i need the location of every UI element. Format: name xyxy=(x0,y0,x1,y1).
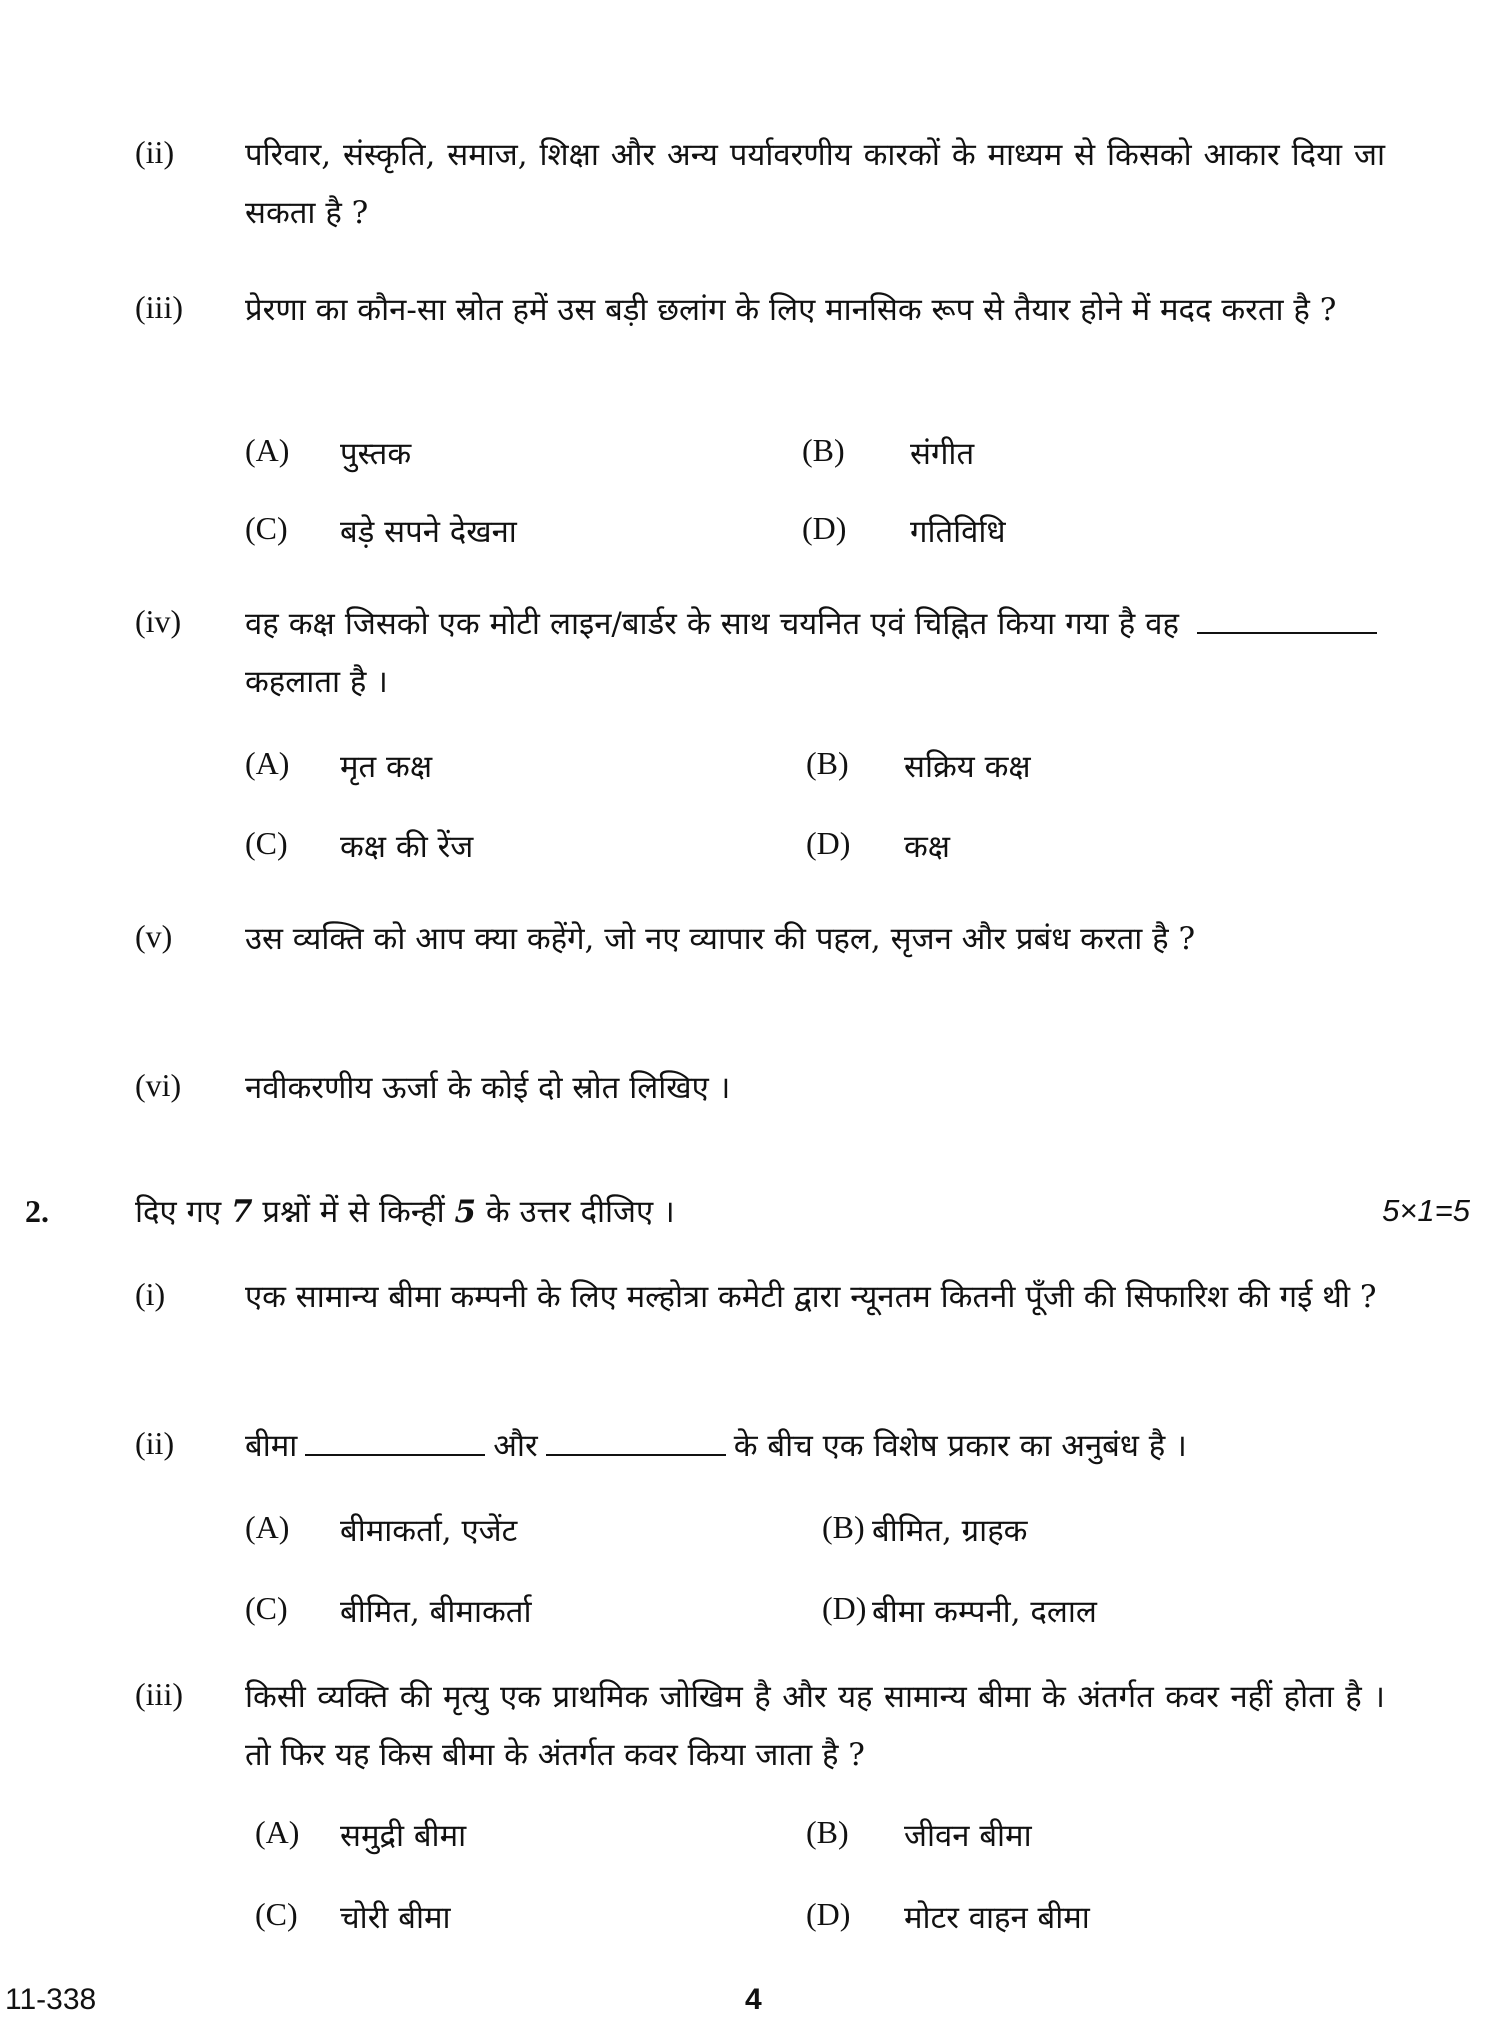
question-text: नवीकरणीय ऊर्जा के कोई दो स्रोत लिखिए । xyxy=(245,1070,731,1106)
question-text-before: वह कक्ष जिसको एक मोटी लाइन/बार्डर के साथ चयनित एवं चिह्नित किया गया है वह xyxy=(245,606,1179,642)
question-text: किसी व्यक्ति की मृत्यु एक प्राथमिक जोखिम है और यह सामान्य बीमा के अंतर्गत कवर नहीं होता है । तो फिर यह किस बीमा के अंतर्गत कवर किया जाता है ? xyxy=(245,1679,1385,1773)
question-text-part: और xyxy=(493,1428,538,1464)
option-label: (C) xyxy=(245,510,288,546)
total-questions: 7 xyxy=(230,1194,253,1230)
option-label: (B) xyxy=(802,432,845,468)
question-number: (i) xyxy=(135,1276,166,1312)
option-text: गतिविधि xyxy=(910,514,1006,550)
question-text: एक सामान्य बीमा कम्पनी के लिए मल्होत्रा कमेटी द्वारा न्यूनतम कितनी पूँजी की सिफारिश की गई थी ? xyxy=(245,1279,1377,1315)
option-label: (D) xyxy=(822,1590,867,1626)
instruction-text: के उत्तर दीजिए । xyxy=(476,1194,675,1230)
marks: 5×1=5 xyxy=(1382,1193,1470,1228)
option-label: (C) xyxy=(245,825,288,861)
option-label: (C) xyxy=(245,1590,288,1626)
question-number: (iii) xyxy=(135,1676,183,1712)
question-number: (ii) xyxy=(135,1425,175,1461)
option-text: बड़े सपने देखना xyxy=(340,514,517,550)
option-text: पुस्तक xyxy=(340,436,412,472)
question-instruction xyxy=(135,1190,675,1232)
option-text: संगीत xyxy=(910,436,975,472)
option-label: (A) xyxy=(255,1814,300,1850)
question-number: (vi) xyxy=(135,1067,182,1103)
option-label: (D) xyxy=(802,510,847,546)
question-text xyxy=(245,595,1385,711)
question-text: प्रेरणा का कौन-सा स्रोत हमें उस बड़ी छलांग के लिए मानसिक रूप से तैयार होने में मदद करता है ? xyxy=(245,292,1337,328)
option-text: मोटर वाहन बीमा xyxy=(904,1900,1090,1936)
option-label: (A) xyxy=(245,1509,290,1545)
option-label: (A) xyxy=(245,745,290,781)
option-text: समुद्री बीमा xyxy=(340,1818,467,1854)
question-number: (iii) xyxy=(135,289,183,325)
option-text: मृत कक्ष xyxy=(340,749,433,785)
question-text xyxy=(245,1417,1187,1475)
instruction-text: दिए गए xyxy=(135,1194,231,1230)
attempt-count: 5 xyxy=(454,1194,477,1230)
question-number: (v) xyxy=(135,918,173,954)
option-label: (D) xyxy=(806,825,851,861)
question-text-after: कहलाता है । xyxy=(245,664,388,700)
option-label: (B) xyxy=(806,745,849,781)
option-label: (C) xyxy=(255,1896,298,1932)
question-text: उस व्यक्ति को आप क्या कहेंगे, जो नए व्यापार की पहल, सृजन और प्रबंध करता है ? xyxy=(245,921,1196,957)
option-text: बीमा कम्पनी, दलाल xyxy=(872,1594,1097,1630)
option-text: कक्ष xyxy=(904,829,951,865)
fill-blank xyxy=(305,1426,485,1456)
paper-code: 11-338 xyxy=(5,1983,97,2016)
option-text: कक्ष की रेंज xyxy=(340,829,474,865)
option-label: (A) xyxy=(245,432,290,468)
option-text: बीमाकर्ता, एजेंट xyxy=(340,1513,518,1549)
question-number: (ii) xyxy=(135,134,175,170)
option-text: सक्रिय कक्ष xyxy=(904,749,1031,785)
question-number: (iv) xyxy=(135,603,182,639)
option-text: बीमित, ग्राहक xyxy=(872,1513,1028,1549)
option-label: (B) xyxy=(822,1509,865,1545)
question-number: 2. xyxy=(25,1193,49,1229)
fill-blank xyxy=(546,1426,726,1456)
question-text-part: के बीच एक विशेष प्रकार का अनुबंध है । xyxy=(733,1428,1187,1464)
page-number: 4 xyxy=(745,1983,762,2016)
fill-blank xyxy=(1197,604,1377,634)
question-text: परिवार, संस्कृति, समाज, शिक्षा और अन्य पर्यावरणीय कारकों के माध्यम से किसको आकार दिया जा सकता है ? xyxy=(245,137,1385,231)
option-text: चोरी बीमा xyxy=(340,1900,451,1936)
question-text-part: बीमा xyxy=(245,1428,298,1464)
option-label: (B) xyxy=(806,1814,849,1850)
option-text: बीमित, बीमाकर्ता xyxy=(340,1594,532,1630)
option-text: जीवन बीमा xyxy=(904,1818,1032,1854)
option-label: (D) xyxy=(806,1896,851,1932)
instruction-text: प्रश्नों में से किन्हीं xyxy=(252,1194,455,1230)
